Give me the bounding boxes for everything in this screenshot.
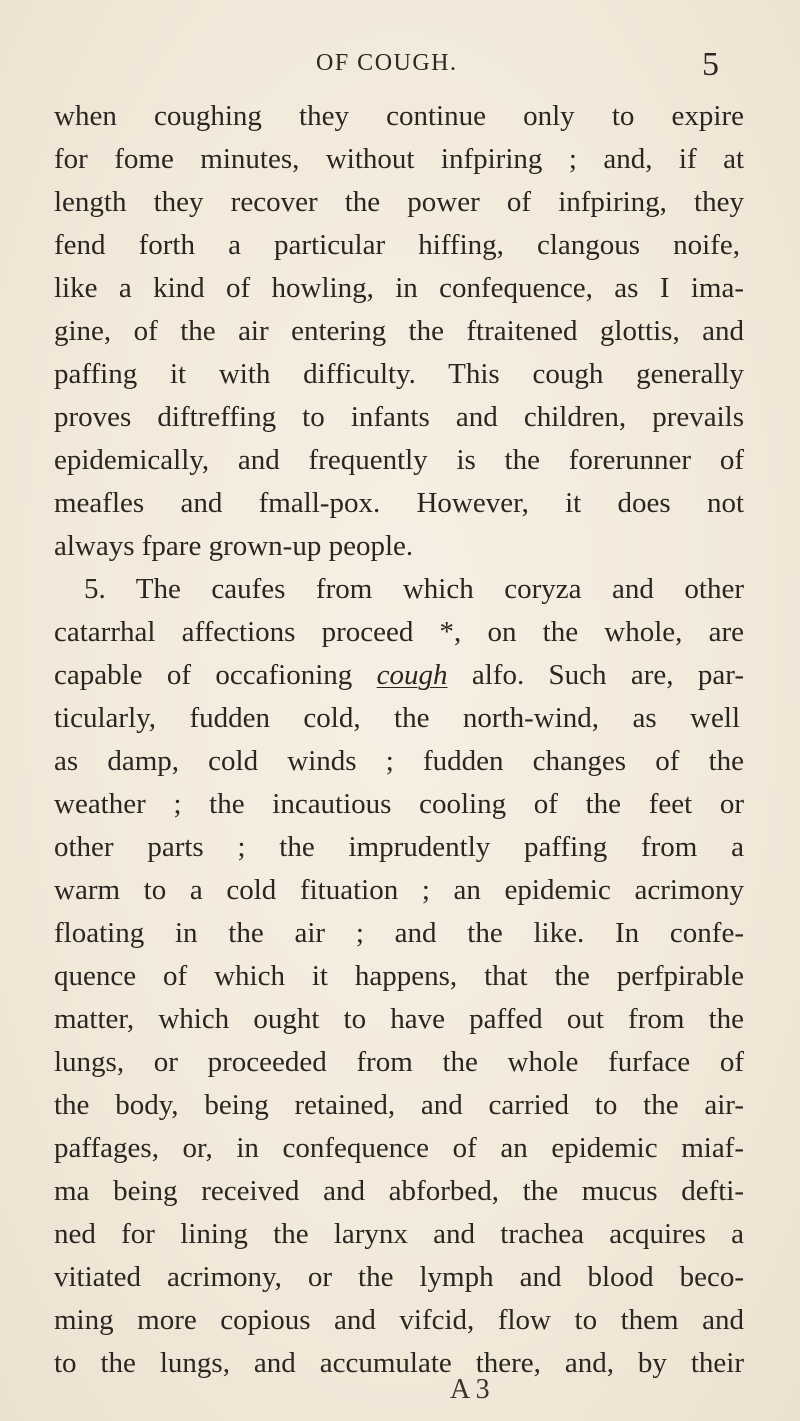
text-line: proves diftreffing to infants and children, prevails <box>54 401 744 433</box>
text-line: for fome minutes, without infpiring ; and, if at <box>54 143 744 175</box>
text-line: ticularly, fudden cold, the north-wind, as well <box>54 702 740 734</box>
text-line: weather ; the incautious cooling of the feet or <box>54 788 744 820</box>
text-line: warm to a cold fituation ; an epidemic acrimony <box>54 874 744 906</box>
text-line: catarrhal affections proceed *, on the whole, are <box>54 616 744 648</box>
text-run: alfo. Such are, par- <box>447 659 745 691</box>
text-line: floating in the air ; and the like. In confe- <box>54 917 744 949</box>
text-line: ned for lining the larynx and trachea acquires a <box>54 1218 744 1250</box>
text-line: other parts ; the imprudently paffing from a <box>54 831 744 863</box>
text-line: ma being received and abforbed, the mucus defti- <box>54 1175 744 1207</box>
text-line: as damp, cold winds ; fudden changes of the <box>54 745 744 777</box>
running-title: OF COUGH. <box>316 50 458 76</box>
text-line: quence of which it happens, that the perfpirable <box>54 960 744 992</box>
page-number: 5 <box>702 46 719 83</box>
text-line: like a kind of howling, in confequence, as I ima- <box>54 272 744 304</box>
text-line: 5. The caufes from which coryza and other <box>84 573 744 605</box>
text-line: the body, being retained, and carried to the air- <box>54 1089 744 1121</box>
text-line: when coughing they continue only to expire <box>54 100 744 132</box>
text-line: matter, which ought to have paffed out from the <box>54 1003 744 1035</box>
text-line: epidemically, and frequently is the forerunner of <box>54 444 744 476</box>
text-line: length they recover the power of infpiring, they <box>54 186 744 218</box>
text-line: ming more copious and vifcid, flow to them and <box>54 1304 744 1336</box>
text-run: capable of occafioning <box>54 659 377 691</box>
signature-mark: A 3 <box>450 1374 490 1405</box>
text-line: always fpare grown-up people. <box>54 530 414 562</box>
text-line: meafles and fmall-pox. However, it does not <box>54 487 744 519</box>
text-line: to the lungs, and accumulate there, and, by their <box>54 1347 744 1379</box>
emphasized-word: cough <box>376 659 448 691</box>
text-line: paffages, or, in confequence of an epidemic miaf- <box>54 1132 744 1164</box>
text-line: vitiated acrimony, or the lymph and blood beco- <box>54 1261 744 1293</box>
text-line: fend forth a particular hiffing, clangous noife, <box>54 229 740 261</box>
text-line: paffing it with difficulty. This cough generally <box>54 358 744 390</box>
text-line: lungs, or proceeded from the whole furface of <box>54 1046 744 1078</box>
text-line: gine, of the air entering the ftraitened glottis, and <box>54 315 744 347</box>
text-line-with-emphasis <box>54 655 744 696</box>
